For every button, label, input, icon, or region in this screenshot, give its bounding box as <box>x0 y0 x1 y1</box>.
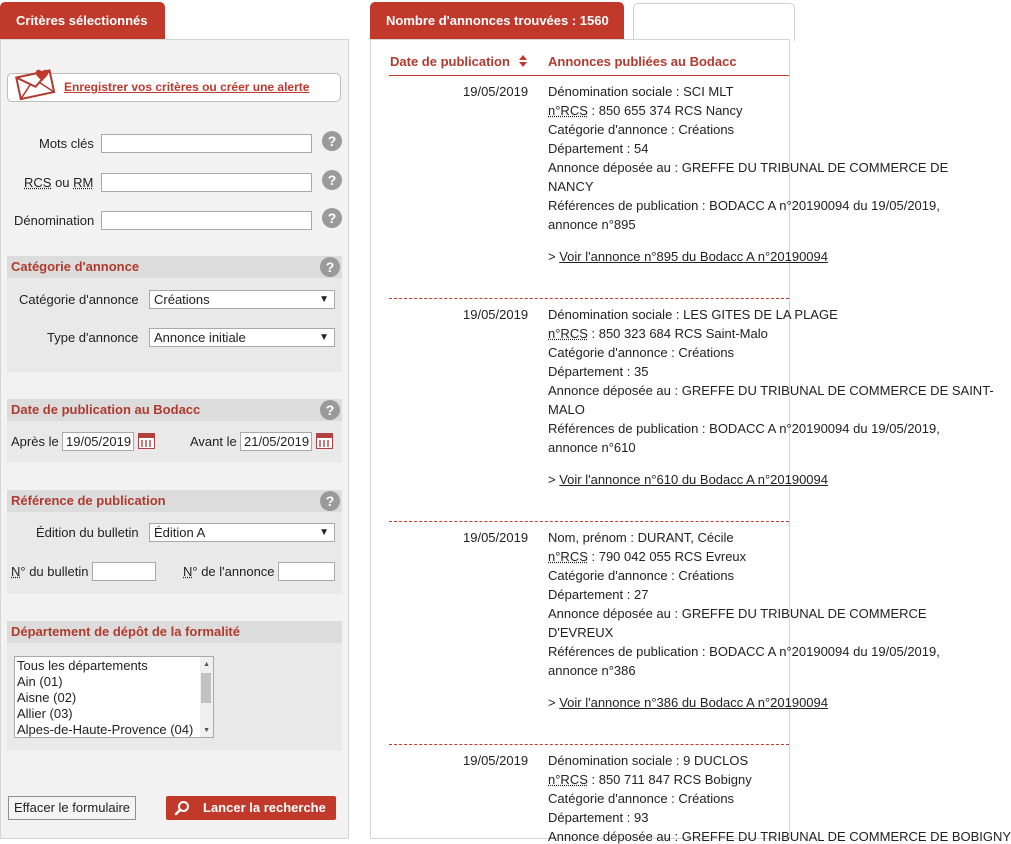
result-name: Dénomination sociale : 9 DUCLOS <box>548 753 749 768</box>
bulletin-number-label-text: ° du bulletin <box>20 564 89 579</box>
category-section-header <box>7 256 342 278</box>
help-rcs-icon[interactable]: ? <box>322 170 342 190</box>
edition-label: Édition du bulletin <box>36 525 139 540</box>
bulletin-number-label <box>11 564 88 579</box>
keywords-label: Mots clés <box>39 136 94 151</box>
scroll-up-icon[interactable]: ▲ <box>203 661 210 668</box>
result-name: Dénomination sociale : LES GITES DE LA PLAGE <box>548 307 838 322</box>
reference-section-title: Référence de publication <box>11 493 166 508</box>
link-prefix: > <box>548 695 560 710</box>
result-category: Catégorie d'annonce : Créations <box>548 568 735 583</box>
n-abbr: N <box>11 564 21 579</box>
category-select[interactable] <box>149 290 335 309</box>
tab-empty[interactable] <box>633 3 795 41</box>
reference-section-header <box>7 490 342 512</box>
keywords-input[interactable] <box>101 134 312 153</box>
category-section-title: Catégorie d'annonce <box>11 259 140 274</box>
result-reference-cont: annonce n°895 <box>548 217 636 232</box>
search-button-label: Lancer la recherche <box>203 800 326 815</box>
calendar-icon[interactable] <box>316 433 333 449</box>
result-reference: Références de publication : BODACC A n°20190094 du 19/05/2019, <box>548 644 940 659</box>
category-section <box>7 256 342 372</box>
result-category: Catégorie d'annonce : Créations <box>548 345 735 360</box>
result-divider <box>389 744 789 745</box>
annonce-number-label-text: ° de l'annonce <box>192 564 275 579</box>
rcs-abbr: n°RCS <box>548 772 588 787</box>
list-item[interactable]: Ain (01) <box>17 674 63 689</box>
result-link-row <box>548 695 828 710</box>
rcs-abbr: n°RCS <box>548 326 588 341</box>
denomination-label: Dénomination <box>14 213 95 228</box>
result-depot: Annonce déposée au : GREFFE DU TRIBUNAL DE COMMERCE <box>548 606 927 621</box>
rcs-label <box>24 175 93 190</box>
tab-results-label: Nombre d'annonces trouvées : 1560 <box>386 13 609 28</box>
after-label: Après le <box>11 434 59 449</box>
result-department: Département : 27 <box>548 587 649 602</box>
scroll-down-icon[interactable]: ▼ <box>203 727 210 734</box>
type-select[interactable] <box>149 328 335 347</box>
result-category: Catégorie d'annonce : Créations <box>548 122 735 137</box>
list-item[interactable]: Allier (03) <box>17 706 73 721</box>
result-name: Dénomination sociale : SCI MLT <box>548 84 734 99</box>
result-reference: Références de publication : BODACC A n°20190094 du 19/05/2019, <box>548 421 940 436</box>
date-section-header <box>7 399 342 421</box>
result-depot: Annonce déposée au : GREFFE DU TRIBUNAL DE COMMERCE DE SAINT- <box>548 383 994 398</box>
n-abbr: N <box>183 564 193 579</box>
result-date: 19/05/2019 <box>463 307 529 322</box>
result-department: Département : 54 <box>548 141 649 156</box>
save-alert-box <box>7 73 341 102</box>
result-depot-cont: D'EVREUX <box>548 625 614 640</box>
result-date: 19/05/2019 <box>463 84 529 99</box>
before-label: Avant le <box>190 434 237 449</box>
column-header-date[interactable]: Date de publication <box>390 54 510 69</box>
result-divider <box>389 298 789 299</box>
date-section-title: Date de publication au Bodacc <box>11 402 201 417</box>
result-rcs-value: : 790 042 055 RCS Evreux <box>587 549 747 564</box>
view-annonce-link[interactable]: Voir l'annonce n°610 du Bodacc A n°20190094 <box>559 472 828 487</box>
result-depot: Annonce déposée au : GREFFE DU TRIBUNAL DE COMMERCE DE BOBIGNY <box>548 829 1011 844</box>
help-category-icon[interactable]: ? <box>320 257 340 277</box>
tab-criteres-label: Critères sélectionnés <box>16 13 148 28</box>
help-keywords-icon[interactable]: ? <box>322 131 342 151</box>
department-section-title: Département de dépôt de la formalité <box>11 624 240 639</box>
dropdown-arrow-icon: ▼ <box>319 332 329 343</box>
rcs-abbr: n°RCS <box>548 103 588 118</box>
edition-select[interactable] <box>149 523 335 542</box>
result-department: Département : 35 <box>548 364 649 379</box>
clear-form-button[interactable]: Effacer le formulaire <box>8 796 136 820</box>
header-divider <box>389 75 789 76</box>
result-date: 19/05/2019 <box>463 753 529 768</box>
result-rcs <box>548 549 746 564</box>
annonce-number-label <box>183 564 275 579</box>
search-button[interactable] <box>166 796 336 820</box>
result-rcs <box>548 103 743 118</box>
result-rcs <box>548 326 768 341</box>
list-item[interactable]: Aisne (02) <box>17 690 77 705</box>
result-reference-cont: annonce n°386 <box>548 663 636 678</box>
view-annonce-link[interactable]: Voir l'annonce n°386 du Bodacc A n°20190094 <box>559 695 828 710</box>
link-prefix: > <box>548 472 560 487</box>
department-section-header <box>7 621 342 643</box>
result-rcs <box>548 772 752 787</box>
search-icon <box>174 800 190 816</box>
view-annonce-link[interactable]: Voir l'annonce n°895 du Bodacc A n°20190094 <box>559 249 828 264</box>
annonce-number-input[interactable] <box>278 562 335 581</box>
dropdown-arrow-icon: ▼ <box>319 294 329 305</box>
save-criteria-link[interactable]: Enregistrer vos critères ou créer une alerte <box>64 80 310 94</box>
rm-abbr: RM <box>73 175 94 190</box>
denomination-input[interactable] <box>101 211 312 230</box>
bulletin-number-input[interactable] <box>92 562 156 581</box>
column-header-annonces: Annonces publiées au Bodacc <box>548 54 737 69</box>
envelope-icon <box>12 66 58 102</box>
after-date-input[interactable]: 19/05/2019 <box>62 432 134 451</box>
result-depot: Annonce déposée au : GREFFE DU TRIBUNAL DE COMMERCE DE <box>548 160 949 175</box>
help-reference-icon[interactable]: ? <box>320 491 340 511</box>
sort-icon[interactable] <box>519 55 528 67</box>
list-item[interactable]: Alpes-de-Haute-Provence (04) <box>17 722 194 737</box>
result-name: Nom, prénom : DURANT, Cécile <box>548 530 734 545</box>
dropdown-arrow-icon: ▼ <box>319 527 329 538</box>
results-panel <box>370 39 790 839</box>
scrollbar-thumb[interactable] <box>201 673 211 703</box>
rcs-abbr: n°RCS <box>548 549 588 564</box>
list-item[interactable]: Tous les départements <box>17 658 148 673</box>
type-select-value: Annonce initiale <box>154 330 246 345</box>
edition-select-value: Édition A <box>154 525 206 540</box>
result-rcs-value: : 850 711 847 RCS Bobigny <box>587 772 752 787</box>
department-listbox[interactable] <box>14 656 214 738</box>
result-category: Catégorie d'annonce : Créations <box>548 791 735 806</box>
tab-results-count[interactable] <box>370 2 624 40</box>
result-department: Département : 93 <box>548 810 649 825</box>
before-date-input[interactable]: 21/05/2019 <box>240 432 312 451</box>
category-label: Catégorie d'annonce <box>19 292 139 307</box>
type-label: Type d'annonce <box>47 330 139 345</box>
date-section <box>7 399 342 463</box>
result-rcs-value: : 850 323 684 RCS Saint-Malo <box>587 326 768 341</box>
help-date-icon[interactable]: ? <box>320 400 340 420</box>
rcs-abbr: RCS <box>24 175 52 190</box>
result-reference-cont: annonce n°610 <box>548 440 636 455</box>
calendar-icon[interactable] <box>138 433 155 449</box>
tab-criteres[interactable] <box>0 2 165 40</box>
result-depot-cont: MALO <box>548 402 585 417</box>
rcs-or: ou <box>51 175 74 190</box>
result-reference: Références de publication : BODACC A n°20190094 du 19/05/2019, <box>548 198 940 213</box>
rcs-input[interactable] <box>101 173 312 192</box>
result-divider <box>389 521 789 522</box>
link-prefix: > <box>548 249 560 264</box>
result-depot-cont: NANCY <box>548 179 594 194</box>
result-link-row <box>548 472 828 487</box>
result-rcs-value: : 850 655 374 RCS Nancy <box>587 103 743 118</box>
result-date: 19/05/2019 <box>463 530 529 545</box>
result-link-row <box>548 249 828 264</box>
help-denomination-icon[interactable]: ? <box>322 208 342 228</box>
category-select-value: Créations <box>154 292 210 307</box>
